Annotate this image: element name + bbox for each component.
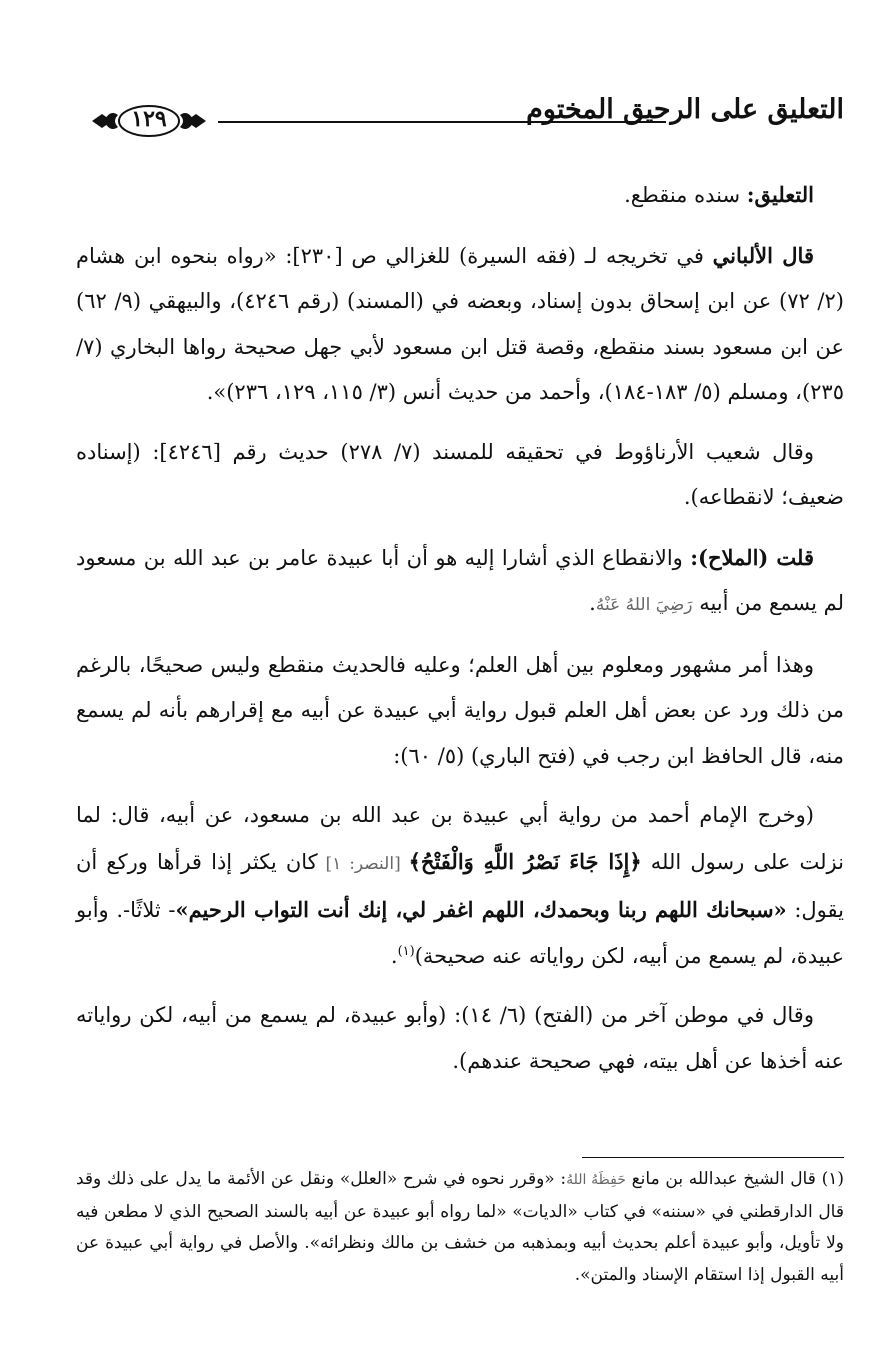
paragraph-4-text: والانقطاع الذي أشارا إليه هو أن أبا عبيدة عامر بن عبد الله بن مسعود لم يسمع من أبيه (76, 545, 844, 615)
label-qultu: قلت (الملاح): (690, 544, 814, 570)
paragraph-1 (76, 172, 844, 219)
honorific-hafizahu: حَفِظَهُ اللهُ (566, 1172, 626, 1188)
footnote-marker: (١) (397, 943, 415, 959)
footnote-text-1: قال الشيخ عبدالله بن مانع (625, 1169, 822, 1189)
footnote-1 (76, 1164, 844, 1291)
paragraph-3 (76, 430, 844, 521)
footnote-number: (١) (821, 1169, 844, 1189)
paragraph-4-end: . (589, 591, 596, 615)
paragraph-2 (76, 233, 844, 416)
paragraph-6-text-3: - ثلاثًا-. وأبو عبيدة، لم يسمع من أبيه، لكن رواياته عنه صحيحة) (76, 898, 844, 968)
page-number: ١٢٩ (131, 106, 167, 132)
header-rule (218, 121, 666, 123)
label-albani: قال الألباني (712, 242, 814, 268)
paragraph-1-text: سنده منقطع. (624, 183, 747, 207)
paragraph-5-text: وهذا أمر مشهور ومعلوم بين أهل العلم؛ وعليه فالحديث منقطع وليس صحيحًا، بالرغم من ذلك ورد عن بعض أهل العلم قبول رواية أبي عبيدة عن أبيه مع إقرارهم بأنه لم يسمع منه، قال الحافظ ابن رجب في (فتح الباري) (٥/ ٦٠): (76, 652, 844, 768)
page-header (76, 88, 844, 148)
paragraph-6-end: . (390, 943, 398, 968)
footnote-rule (582, 1157, 844, 1158)
footnote-text-2: : «وقرر نحوه في شرح «العلل» ونقل عن الأئمة ما يدل على ذلك وقد قال الدارقطني في «سننه» في كتاب «الديات» «لما رواه أبو عبيدة عن أبيه بالسند الصحيح الذي لا مطعن فيه ولا تأويل، وأبو عبيدة أعلم بحديث أبيه وبمذهبه من خشف بن مالك ونظرائه». والأصل في رواية أبي عبيدة عن أبيه القبول إذا استقام الإسناد والمتن». (76, 1169, 844, 1285)
dua-text: «سبحانك اللهم ربنا وبحمدك، اللهم اغفر لي، إنك أنت التواب الرحيم» (175, 897, 787, 922)
footnote (76, 1164, 844, 1291)
book-title: التعليق على الرحيق المختوم (526, 94, 844, 125)
main-text (76, 172, 844, 1098)
paragraph-3-text: وقال شعيب الأرناؤوط في تحقيقه للمسند (٧/ ٢٧٨) حديث رقم [٤٢٤٦]: (إسناده ضعيف؛ لانقطاعه). (76, 439, 844, 509)
page-number-ornament (90, 102, 208, 140)
paragraph-6-text-2: كان يكثر إذا قرأها وركع أن يقول: (76, 849, 844, 922)
honorific-radiya: رَضِيَ اللهُ عَنْهُ (595, 595, 693, 615)
paragraph-4 (76, 535, 844, 629)
paragraph-5 (76, 643, 844, 780)
paragraph-7-text: وقال في موطن آخر من (الفتح) (٦/ ١٤): (وأبو عبيدة، لم يسمع من أبيه، لكن رواياته عنه أخذها عن أهل بيته، فهي صحيحة عندهم). (76, 1003, 844, 1073)
paragraph-6 (76, 793, 844, 979)
paragraph-6-text-1: (وخرج الإمام أحمد من رواية أبي عبيدة بن عبد الله بن مسعود، عن أبيه، قال: لما نزلت على رسول الله (76, 803, 844, 874)
verse-reference: [النصر: ١] (317, 853, 409, 874)
paragraph-2-text: في تخريجه لـ (فقه السيرة) للغزالي ص [٢٣٠]: «رواه بنحوه ابن هشام (٢/ ٧٢) عن ابن إسحاق بدون إسناد، وبعضه في (المسند) (رقم ٤٢٤٦)، والبيهقي (٩/ ٦٢) عن ابن مسعود بسند منقطع، وقصة قتل ابن مسعود لأبي جهل صحيحة رواها البخاري (٧/ ٢٣٥)، ومسلم (٥/ ١٨٣-١٨٤)، وأحمد من حديث أنس (٣/ ١١٥، ١٢٩، ٢٣٦)». (76, 243, 844, 404)
label-ta3liq: التعليق: (746, 182, 814, 207)
quran-verse: ﴿إِذَا جَاءَ نَصْرُ اللَّهِ وَالْفَتْحُ﴾ (408, 848, 642, 874)
paragraph-7 (76, 993, 844, 1084)
